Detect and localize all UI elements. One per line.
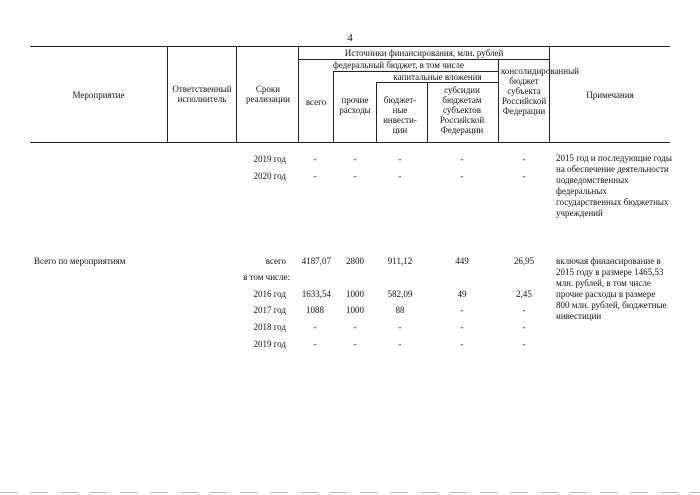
budget-inv-cell: - [398, 339, 402, 349]
year-cell: 2019 год [253, 154, 286, 164]
subsidies-cell: - [460, 339, 464, 349]
total-cell: - [313, 171, 317, 181]
year-cell: 2018 год [253, 322, 286, 332]
note-text: включая финансирование в 2015 году в размере 1465,53 млн. рублей, в том числе прочие расходы в размере 800 млн. рублей, бюджетные инвестиции [556, 256, 667, 321]
total-cell: - [313, 154, 317, 164]
header-capital: капитальные вложения [393, 72, 482, 82]
other-cell: - [353, 154, 357, 164]
header-budget-investments: бюджет-ные инвести-ции [383, 95, 417, 135]
total-cell: 4187,07 [301, 256, 331, 266]
subsidies-cell: - [460, 322, 464, 332]
event-label: Всего по мероприятиям [34, 256, 126, 266]
consolidated-cell: - [522, 171, 526, 181]
consolidated-cell: - [522, 305, 526, 315]
year-cell: в том числе: [243, 272, 290, 282]
year-cell: 2020 год [253, 171, 286, 181]
year-cell: 2017 год [253, 305, 286, 315]
other-cell: 1000 [346, 305, 364, 315]
other-cell: - [353, 171, 357, 181]
header-subsidies: субсидии бюджетам субъектов Российской Федерации [439, 85, 485, 135]
header-sources: Источники финансирования, млн. рублей [344, 48, 504, 58]
year-cell: 2016 год [253, 289, 286, 299]
budget-inv-cell: 582,09 [387, 289, 413, 299]
budget-inv-cell: - [398, 322, 402, 332]
budget-inv-cell: 911,12 [387, 256, 413, 266]
budget-inv-cell: - [398, 154, 402, 164]
other-cell: - [353, 322, 357, 332]
subsidies-cell: - [460, 171, 464, 181]
subsidies-cell: 49 [457, 289, 467, 299]
total-cell: - [313, 322, 317, 332]
header-other: прочие расходы [339, 95, 371, 115]
total-cell: - [313, 339, 317, 349]
consolidated-cell: - [522, 339, 526, 349]
header-federal: федеральный бюджет, в том числе [332, 60, 465, 70]
header-total: всего [305, 97, 327, 107]
consolidated-cell: - [522, 322, 526, 332]
total-cell: 1088 [306, 305, 324, 315]
header-responsible: Ответственный исполнитель [172, 84, 232, 104]
total-cell: 1633,54 [301, 289, 331, 299]
subsidies-cell: - [460, 305, 464, 315]
budget-inv-cell: 88 [395, 305, 405, 315]
note-text: 2015 год и последующие годы на обеспечение деятельности подведомственных федеральных государственных бюджетных учреждений [556, 153, 672, 218]
year-cell: всего [265, 256, 286, 266]
consolidated-cell: 2,45 [516, 289, 532, 299]
other-cell: - [353, 339, 357, 349]
header-consolidated: консолидированный бюджет субъекта Российской Федерации [501, 66, 579, 116]
subsidies-cell: 449 [455, 256, 469, 266]
consolidated-cell: - [522, 154, 526, 164]
other-cell: 2800 [346, 256, 364, 266]
header-event: Мероприятие [72, 90, 125, 100]
header-period: Сроки реализации [246, 84, 290, 104]
subsidies-cell: - [460, 154, 464, 164]
header-notes: Примечания [586, 90, 634, 100]
scan-edge-marks [0, 492, 700, 493]
other-cell: 1000 [346, 289, 364, 299]
budget-inv-cell: - [398, 171, 402, 181]
year-cell: 2019 год [253, 339, 286, 349]
consolidated-cell: 26,95 [513, 256, 535, 266]
page-number: 4 [347, 32, 353, 44]
